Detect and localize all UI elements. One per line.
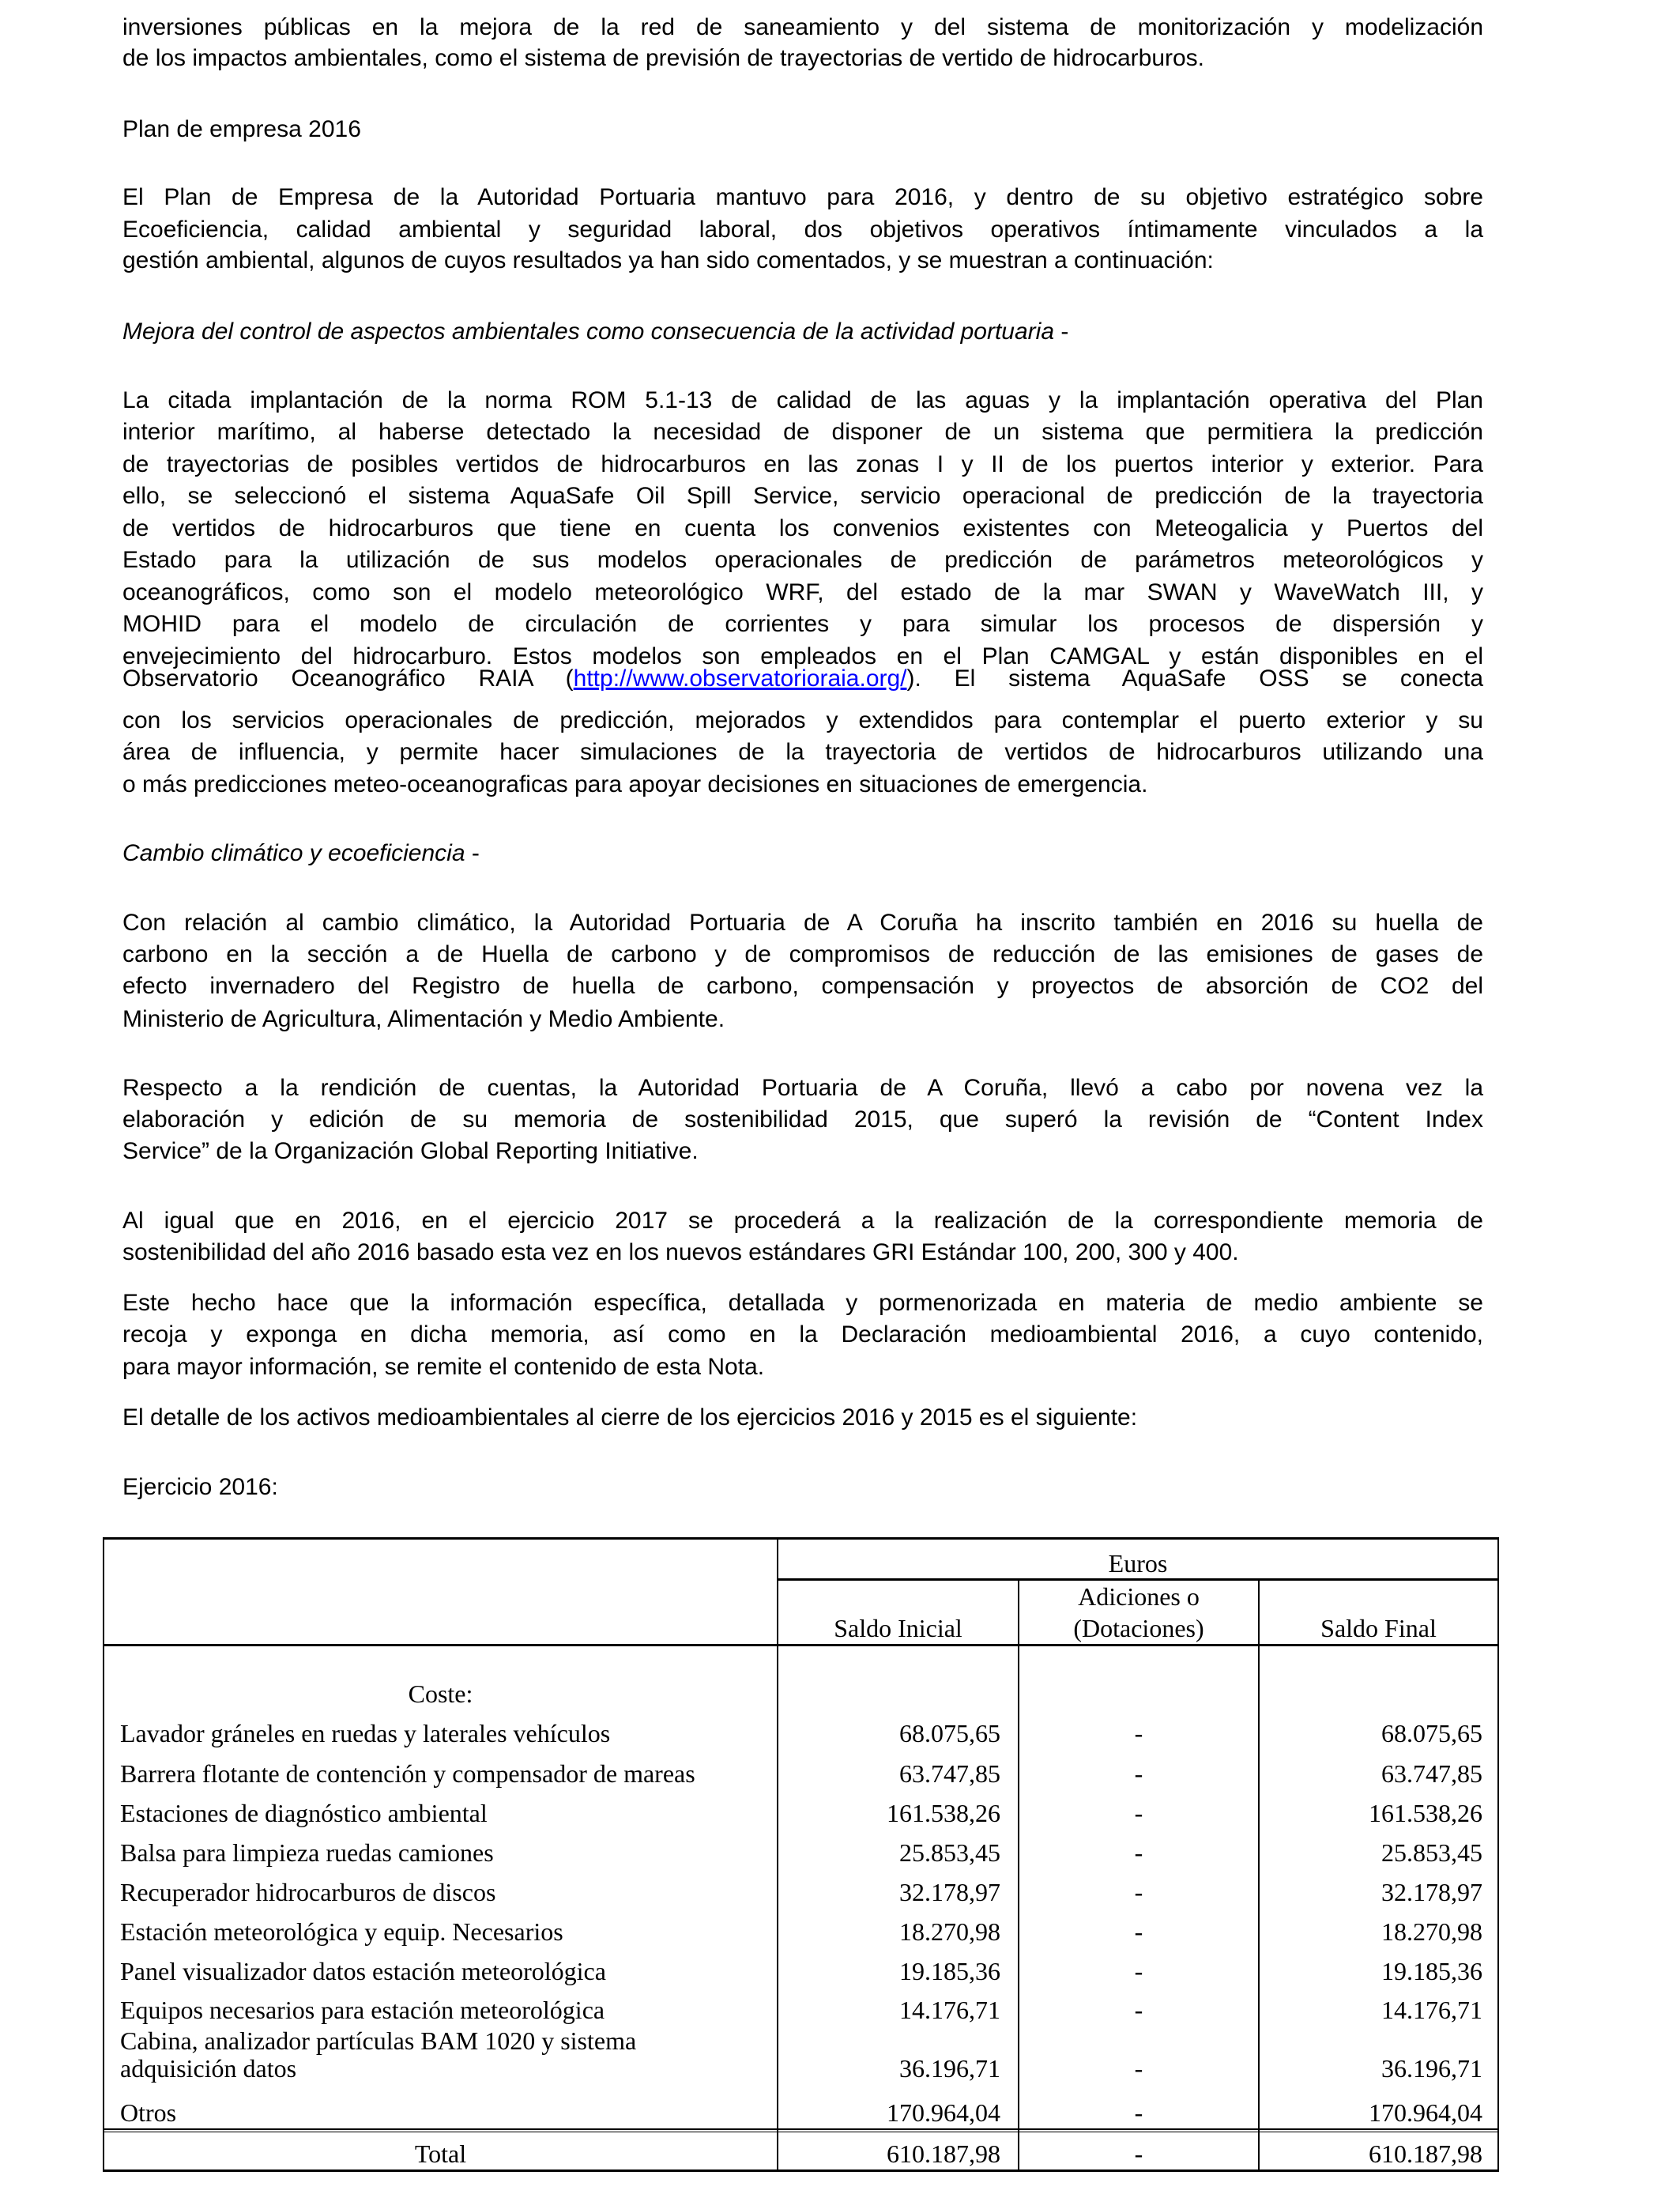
row-concept: Cabina, analizador partículas BAM 1020 y sistema — [120, 2026, 637, 2055]
row-concept: Recuperador hidrocarburos de discos — [120, 1878, 496, 1906]
paragraph-line: elaboración y edición de su memoria de sostenibilidad 2015, que superó la revisión de “Content Index — [122, 1106, 1483, 1133]
paragraph-line: Al igual que en 2016, en el ejercicio 2017 se procederá a la realización de la correspondiente memoria de — [122, 1208, 1483, 1234]
row-saldo-final: 25.853,45 — [1381, 1838, 1482, 1867]
row-saldo-final: 36.196,71 — [1381, 2054, 1482, 2083]
column-group-header-euros: Euros — [1108, 1549, 1168, 1578]
row-saldo-final: 14.176,71 — [1381, 1996, 1482, 2024]
paragraph-line: Este hecho hace que la información específica, detallada y pormenorizada en materia de medio ambiente se — [122, 1290, 1483, 1316]
row-saldo-inicial: 18.270,98 — [899, 1917, 1000, 1946]
header-bottom-border — [103, 1644, 1499, 1646]
paragraph-line: MOHID para el modelo de circulación de corrientes y para simular los procesos de dispersión y — [122, 611, 1483, 637]
paragraph-line: Estado para la utilización de sus modelos operacionales de predicción de parámetros meteorológicos y — [122, 547, 1483, 573]
row-saldo-inicial: 25.853,45 — [899, 1838, 1000, 1867]
row-saldo-inicial: 63.747,85 — [899, 1759, 1000, 1788]
paragraph-line: recoja y exponga en dicha memoria, así como en la Declaración medioambiental 2016, a cuyo contenido, — [122, 1321, 1483, 1348]
paragraph-line: con los servicios operacionales de predicción, mejorados y extendidos para contemplar el puerto exterior y su — [122, 707, 1483, 733]
paragraph-line: El detalle de los activos medioambientales al cierre de los ejercicios 2016 y 2015 es el siguiente: — [122, 1404, 1138, 1431]
row-adiciones: - — [1134, 1917, 1143, 1946]
paragraph-line: envejecimiento del hidrocarburo. Estos modelos son empleados en el Plan CAMGAL y están disponibles en el — [122, 643, 1483, 669]
row-adiciones: - — [1134, 1878, 1143, 1906]
row-adiciones: - — [1134, 2054, 1143, 2083]
paragraph-line: o más predicciones meteo-oceanograficas para apoyar decisiones en situaciones de emergencia. — [122, 771, 1148, 797]
paragraph-line: ello, se seleccionó el sistema AquaSafe Oil Spill Service, servicio operacional de predicción de la trayectoria — [122, 483, 1483, 509]
subheading-text: Mejora del control de aspectos ambientales como consecuencia de la actividad portuaria — [122, 319, 1055, 345]
table-top-border — [103, 1537, 1499, 1540]
paragraph-line: La citada implantación de la norma ROM 5.1-13 de calidad de las aguas y la implantación operativa del Plan — [122, 387, 1483, 413]
row-saldo-inicial: 14.176,71 — [899, 1996, 1000, 2024]
row-saldo-final: 161.538,26 — [1369, 1799, 1482, 1827]
paragraph-line: El Plan de Empresa de la Autoridad Portuaria mantuvo para 2016, y dentro de su objetivo estratégico sobre — [122, 184, 1483, 210]
paragraph-line: Ministerio de Agricultura, Alimentación y Medio Ambiente. — [122, 1006, 725, 1032]
row-concept: Barrera flotante de contención y compensador de mareas — [120, 1759, 695, 1788]
row-saldo-final: 19.185,36 — [1381, 1957, 1482, 1985]
paragraph-line: interior marítimo, al haberse detectado la necesidad de disponer de un sistema que permitiera la predicción — [122, 419, 1483, 445]
total-adiciones: - — [1134, 2139, 1143, 2168]
paragraph-line: Respecto a la rendición de cuentas, la Autoridad Portuaria de A Coruña, llevó a cabo por novena vez la — [122, 1075, 1483, 1101]
row-saldo-final: 170.964,04 — [1369, 2098, 1482, 2127]
paragraph-line: de los impactos ambientales, como el sistema de previsión de trayectorias de vertido de hidrocarburos. — [122, 45, 1205, 71]
subheading-dash: - — [1054, 319, 1069, 345]
row-adiciones: - — [1134, 1957, 1143, 1985]
row-concept: Estación meteorológica y equip. Necesarios — [120, 1917, 563, 1946]
section-label-coste: Coste: — [408, 1679, 473, 1708]
row-concept: Otros — [120, 2098, 177, 2127]
row-saldo-inicial: 19.185,36 — [899, 1957, 1000, 1985]
subheading-cambio-climatico — [122, 842, 1483, 865]
row-saldo-inicial: 161.538,26 — [887, 1799, 1000, 1827]
row-concept: Lavador gráneles en ruedas y laterales vehículos — [120, 1719, 611, 1747]
column-divider — [1018, 1578, 1019, 2172]
row-saldo-inicial: 36.196,71 — [899, 2054, 1000, 2083]
row-adiciones: - — [1134, 1799, 1143, 1827]
row-saldo-inicial: 68.075,65 — [899, 1719, 1000, 1747]
column-header-saldo-inicial: Saldo Inicial — [834, 1614, 962, 1642]
total-saldo-inicial: 610.187,98 — [887, 2139, 1000, 2168]
row-adiciones: - — [1134, 1996, 1143, 2024]
paragraph-line: de trayectorias de posibles vertidos de hidrocarburos en las zonas I y II de los puertos interior y exterior. Para — [122, 451, 1483, 477]
paragraph-line: Service” de la Organización Global Reporting Initiative. — [122, 1138, 699, 1164]
total-label: Total — [414, 2139, 467, 2168]
paragraph-line: de vertidos de hidrocarburos que tiene en cuenta los convenios existentes con Meteogalicia y Puertos del — [122, 515, 1483, 541]
row-concept: Panel visualizador datos estación meteorológica — [120, 1957, 606, 1985]
subheading-dash: - — [465, 840, 480, 866]
subheading-mejora-control — [122, 320, 1483, 344]
table-right-border — [1497, 1537, 1499, 2172]
row-adiciones: - — [1134, 1719, 1143, 1747]
row-adiciones: - — [1134, 1838, 1143, 1867]
paragraph-line: gestión ambiental, algunos de cuyos resultados ya han sido comentados, y se muestran a continuación: — [122, 247, 1214, 273]
total-separator-line — [103, 2128, 1499, 2130]
raia-text-before: Observatorio Oceanográfico RAIA ( — [122, 665, 574, 692]
row-saldo-final: 68.075,65 — [1381, 1719, 1482, 1747]
row-saldo-inicial: 170.964,04 — [887, 2098, 1000, 2127]
subheading-text: Cambio climático y ecoeficiencia — [122, 840, 465, 866]
column-header-adiciones-line1: Adiciones o — [1078, 1582, 1200, 1611]
column-header-saldo-final: Saldo Final — [1320, 1614, 1437, 1642]
paragraph-line: Con relación al cambio climático, la Autoridad Portuaria de A Coruña ha inscrito también en 2016 su huella de — [122, 910, 1483, 936]
observatorio-raia-link[interactable]: http://www.observatorioraia.org/ — [573, 665, 907, 692]
row-saldo-final: 32.178,97 — [1381, 1878, 1482, 1906]
column-header-adiciones-line2: (Dotaciones) — [1073, 1614, 1204, 1642]
row-adiciones: - — [1134, 2098, 1143, 2127]
raia-text-after: ). El sistema AquaSafe OSS se conecta — [906, 665, 1483, 692]
euros-underline — [777, 1578, 1499, 1581]
paragraph-line: área de influencia, y permite hacer simulaciones de la trayectoria de vertidos de hidrocarburos utilizando una — [122, 739, 1483, 765]
paragraph-line: inversiones públicas en la mejora de la red de saneamiento y del sistema de monitorización y modelización — [122, 14, 1483, 40]
section-heading-plan-empresa: Plan de empresa 2016 — [122, 116, 361, 142]
section-heading-ejercicio: Ejercicio 2016: — [122, 1474, 278, 1500]
paragraph-line: Ecoeficiencia, calidad ambiental y seguridad laboral, dos objetivos operativos íntimamente vinculados a la — [122, 217, 1483, 243]
column-divider — [1258, 1578, 1260, 2172]
row-concept: Estaciones de diagnóstico ambiental — [120, 1799, 488, 1827]
table-bottom-border — [103, 2169, 1499, 2172]
row-saldo-final: 18.270,98 — [1381, 1917, 1482, 1946]
table-left-border — [103, 1537, 104, 2172]
row-saldo-final: 63.747,85 — [1381, 1759, 1482, 1788]
paragraph-line: oceanográficos, como son el modelo meteorológico WRF, del estado de la mar SWAN y WaveWatch III, y — [122, 579, 1483, 605]
paragraph-line-raia — [122, 667, 1483, 691]
paragraph-line: sostenibilidad del año 2016 basado esta vez en los nuevos estándares GRI Estándar 100, 200, 300 y 400. — [122, 1239, 1239, 1265]
total-saldo-final: 610.187,98 — [1369, 2139, 1482, 2168]
paragraph-line: para mayor información, se remite el contenido de esta Nota. — [122, 1354, 765, 1380]
row-adiciones: - — [1134, 1759, 1143, 1788]
row-concept: Equipos necesarios para estación meteorológica — [120, 1996, 605, 2024]
paragraph-line: efecto invernadero del Registro de huella de carbono, compensación y proyectos de absorción de CO2 del — [122, 973, 1483, 999]
paragraph-line: carbono en la sección a de Huella de carbono y de compromisos de reducción de las emisiones de gases de — [122, 941, 1483, 967]
row-concept: Balsa para limpieza ruedas camiones — [120, 1838, 494, 1867]
row-concept-line2: adquisición datos — [120, 2054, 297, 2083]
row-saldo-inicial: 32.178,97 — [899, 1878, 1000, 1906]
